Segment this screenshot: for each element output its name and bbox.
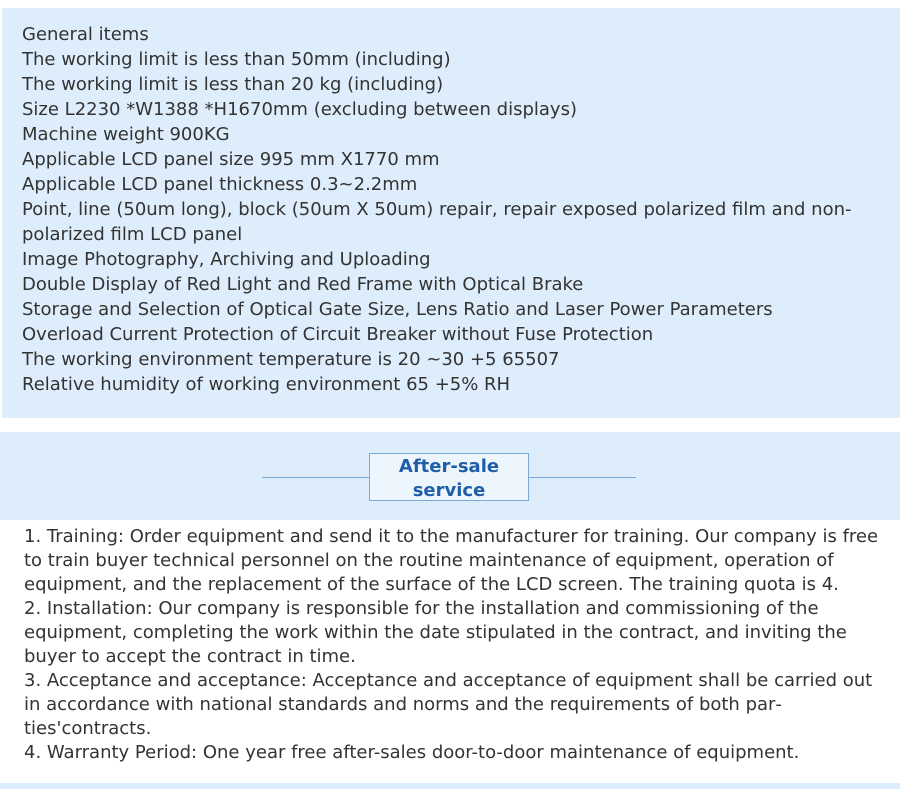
after-sale-header xyxy=(0,432,900,520)
service-paragraph-warranty: 4. Warranty Period: One year free after-sales door-to-door maintenance of equipment. xyxy=(24,742,800,763)
service-paragraph-training: 1. Training: Order equipment and send it to the manufacturer for training. Our company is free to train buyer technical personnel on the routine maintenance of equipment, operation of equipment, and the replacement of the surface of the LCD screen. The training quota is 4. xyxy=(24,526,879,595)
spec-item: Relative humidity of working environment 65 +5% RH xyxy=(22,374,511,395)
spec-item: The working environment temperature is 20 ~30 +5 65507 xyxy=(22,349,560,370)
spec-item: Machine weight 900KG xyxy=(22,124,230,145)
spec-item: Overload Current Protection of Circuit Breaker without Fuse Protection xyxy=(22,324,654,345)
spec-item: Size L2230 *W1388 *H1670mm (excluding between displays) xyxy=(22,99,577,120)
service-paragraph-installation: 2. Installation: Our company is responsible for the installation and commissioning of the equipment, completing the work within the date stipulated in the contract, and inviting the buyer to accept the contract in time. xyxy=(24,598,847,667)
spec-item: Storage and Selection of Optical Gate Size, Lens Ratio and Laser Power Parameters xyxy=(22,299,773,320)
spec-panel xyxy=(2,8,900,418)
spec-item: The working limit is less than 50mm (including) xyxy=(22,49,451,70)
spec-item: Applicable LCD panel size 995 mm X1770 mm xyxy=(22,149,440,170)
spec-item: Applicable LCD panel thickness 0.3~2.2mm xyxy=(22,174,418,195)
spec-item: Point, line (50um long), block (50um X 50um) repair, repair exposed polarized film and non-polarized film LCD panel xyxy=(22,199,852,245)
spec-item: Double Display of Red Light and Red Frame with Optical Brake xyxy=(22,274,584,295)
header-divider-right xyxy=(529,477,636,478)
bottom-divider xyxy=(0,783,900,789)
after-sale-body xyxy=(24,525,884,765)
spec-item: The working limit is less than 20 kg (including) xyxy=(22,74,444,95)
spec-title: General items xyxy=(22,24,149,45)
after-sale-heading xyxy=(369,453,529,501)
header-divider-left xyxy=(262,477,370,478)
heading-line-1: After-sale xyxy=(398,456,500,477)
service-paragraph-acceptance: 3. Acceptance and acceptance: Acceptance and acceptance of equipment shall be carried out in accordance with national standards and norms and the requirements of both parties'contracts. xyxy=(24,670,873,739)
heading-line-2: service xyxy=(412,480,486,501)
spec-item: Image Photography, Archiving and Uploading xyxy=(22,249,431,270)
